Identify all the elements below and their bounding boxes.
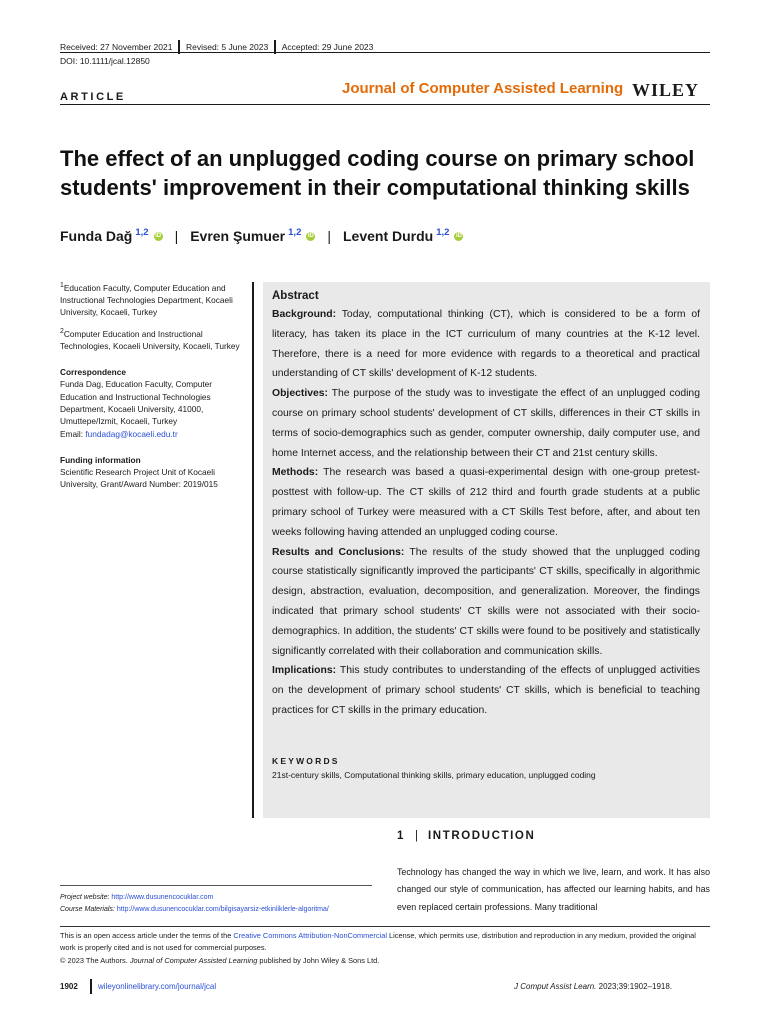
header-rule bbox=[60, 52, 710, 53]
author-affiliation: 1,2 bbox=[135, 226, 149, 238]
license-rule bbox=[60, 926, 710, 927]
license-notice: This is an open access article under the terms of the Creative Commons Attribution-NonCommercial License, which permits use, distribution and reproduction in any medium, provided the original work is properly cited and is not used for commercial purposes. © 2023 The Authors. Journal of Computer Assisted Learning published by John Wiley & Sons Ltd. bbox=[60, 931, 696, 965]
keywords-heading: KEYWORDS bbox=[272, 756, 340, 766]
objectives-label: Objectives: bbox=[272, 388, 329, 400]
author-list bbox=[60, 228, 463, 244]
citation: J Comput Assist Learn. 2023;39:1902–1918. bbox=[514, 982, 673, 991]
methods-label: Methods: bbox=[272, 467, 319, 479]
journal-name: Journal of Computer Assisted Learning bbox=[342, 80, 624, 97]
received-date: Received: 27 November 2021 bbox=[60, 42, 173, 52]
doi[interactable]: DOI: 10.1111/jcal.12850 bbox=[60, 56, 150, 66]
abstract-text bbox=[272, 305, 700, 721]
journal-site-link[interactable]: wileyonlinelibrary.com/journal/jcal bbox=[98, 982, 217, 991]
article-title: The effect of an unplugged coding course on primary school students' improvement in their computational thinking skills bbox=[60, 146, 695, 200]
results-text: The results of the study showed that the unplugged coding course statistically significantly improved the participants' CT skills, specifically in algorithmic design, abstraction, evaluation, decomposition, and generalization. Moreover, the findings indicated that primary school students' CT skills were not associated with their socio-demographics. In addition, the students' CT skills were found to be positively and statistically significantly correlated with their collaboration and communication skills. bbox=[272, 546, 700, 657]
email-link[interactable]: fundadag@kocaeli.edu.tr bbox=[85, 428, 178, 439]
orcid-icon[interactable]: iD bbox=[155, 232, 162, 239]
article-type: ARTICLE bbox=[60, 91, 126, 103]
author-separator: | bbox=[174, 228, 179, 244]
results-label: Results and Conclusions: bbox=[272, 546, 405, 558]
background-label: Background: bbox=[272, 309, 337, 320]
column-divider bbox=[252, 282, 254, 818]
implications-label: Implications: bbox=[272, 665, 337, 677]
intro-paragraph: Technology has changed the way in which we live, learn, and work. It has also changed our style of communication, has affected our learning habits, and has even replaced certain professions. Many traditional bbox=[397, 867, 710, 912]
project-link[interactable]: http://www.dusunencocuklar.com bbox=[111, 894, 214, 901]
section-separator: | bbox=[415, 830, 418, 842]
objectives-text: The purpose of the study was to investigate the effect of an unplugged coding course on primary school students' development of CT skills, differences in their CT skills in terms of socio-demographics such as gender, computer ownership, daily computer use, and home Internet access, and the relationship between their CT and 21st century skills. bbox=[272, 388, 700, 459]
wiley-logo: WILEY bbox=[632, 80, 700, 100]
orcid-icon[interactable]: iD bbox=[455, 232, 462, 239]
methods-text: The research was based a quasi-experimental design with one-group pretest-posttest with follow-up. The CT skills of 212 third and fourth grade students at a public primary school of Turkey were measured with a CT Skills Test before, after, and about ten weeks following having attended an unplugged coding course. bbox=[272, 467, 700, 538]
accepted-date: Accepted: 29 June 2023 bbox=[281, 42, 374, 52]
section-number: 1 bbox=[397, 830, 405, 842]
footer-divider bbox=[90, 979, 92, 994]
abstract-heading: Abstract bbox=[272, 290, 319, 302]
masthead-rule bbox=[60, 104, 710, 105]
footnote-rule bbox=[60, 885, 372, 886]
background-text: Today, computational thinking (CT), which is considered to be a form of literacy, has taken its place in the ICT curriculum of many countries at the K-12 level. Therefore, there is a need for more evidence with regards to a theoretical and practical understanding of CT skills' development of K-12 students. bbox=[272, 309, 700, 380]
project-label: Project website: bbox=[60, 894, 110, 901]
author-affiliation: 1,2 bbox=[288, 226, 302, 238]
author-affiliation: 1,2 bbox=[436, 226, 450, 238]
section-heading bbox=[397, 830, 535, 842]
author-name: Funda Dağ bbox=[60, 228, 133, 244]
left-column bbox=[60, 280, 240, 498]
revised-date: Revised: 5 June 2023 bbox=[185, 42, 269, 52]
materials-link[interactable]: http://www.dusunencocuklar.com/bilgisayarsiz-etkinliklerle-algoritma/ bbox=[116, 906, 329, 913]
correspondence-text: Funda Dag, Education Faculty, Computer Education and Instructional Technologies Department, Kocaeli University, 41000, Umuttepe/Izmit, Kocaeli, Turkey Email: fundadag@kocaeli.edu.tr bbox=[60, 379, 213, 439]
keywords-list: 21st-century skills, Computational thinking skills, primary education, unplugged coding bbox=[272, 770, 596, 780]
orcid-icon[interactable]: iD bbox=[307, 232, 314, 239]
materials-label: Course Materials: bbox=[60, 906, 115, 913]
cc-license-link[interactable]: Creative Commons Attribution-NonCommercial bbox=[233, 931, 387, 940]
funding-label: Funding information bbox=[60, 454, 141, 465]
section-title: INTRODUCTION bbox=[428, 830, 536, 842]
correspondence-label: Correspondence bbox=[60, 367, 126, 378]
author-name: Evren Şumuer bbox=[190, 228, 286, 244]
affiliation-1: $^1$Education Faculty, Computer Education and Instructional Technologies Department, Kocaeli University, Kocaeli, Turkey bbox=[60, 282, 233, 318]
author-name: Levent Durdu bbox=[343, 228, 434, 244]
footnotes bbox=[60, 892, 329, 916]
page-number: 1902 bbox=[60, 982, 78, 991]
author-separator: | bbox=[327, 228, 331, 244]
affiliation-2: $^2$Computer Education and Instructional Technologies, Kocaeli University, Kocaeli, Turkey bbox=[60, 327, 240, 351]
funding-text: Scientific Research Project Unit of Kocaeli University, Grant/Award Number: 2019/015 bbox=[60, 467, 218, 490]
implications-text: This study contributes to understanding of the effects of unplugged activities on the development of primary school students' CT skills, which is beneficial to teaching practices for CT skills in the primary education. bbox=[272, 665, 701, 716]
